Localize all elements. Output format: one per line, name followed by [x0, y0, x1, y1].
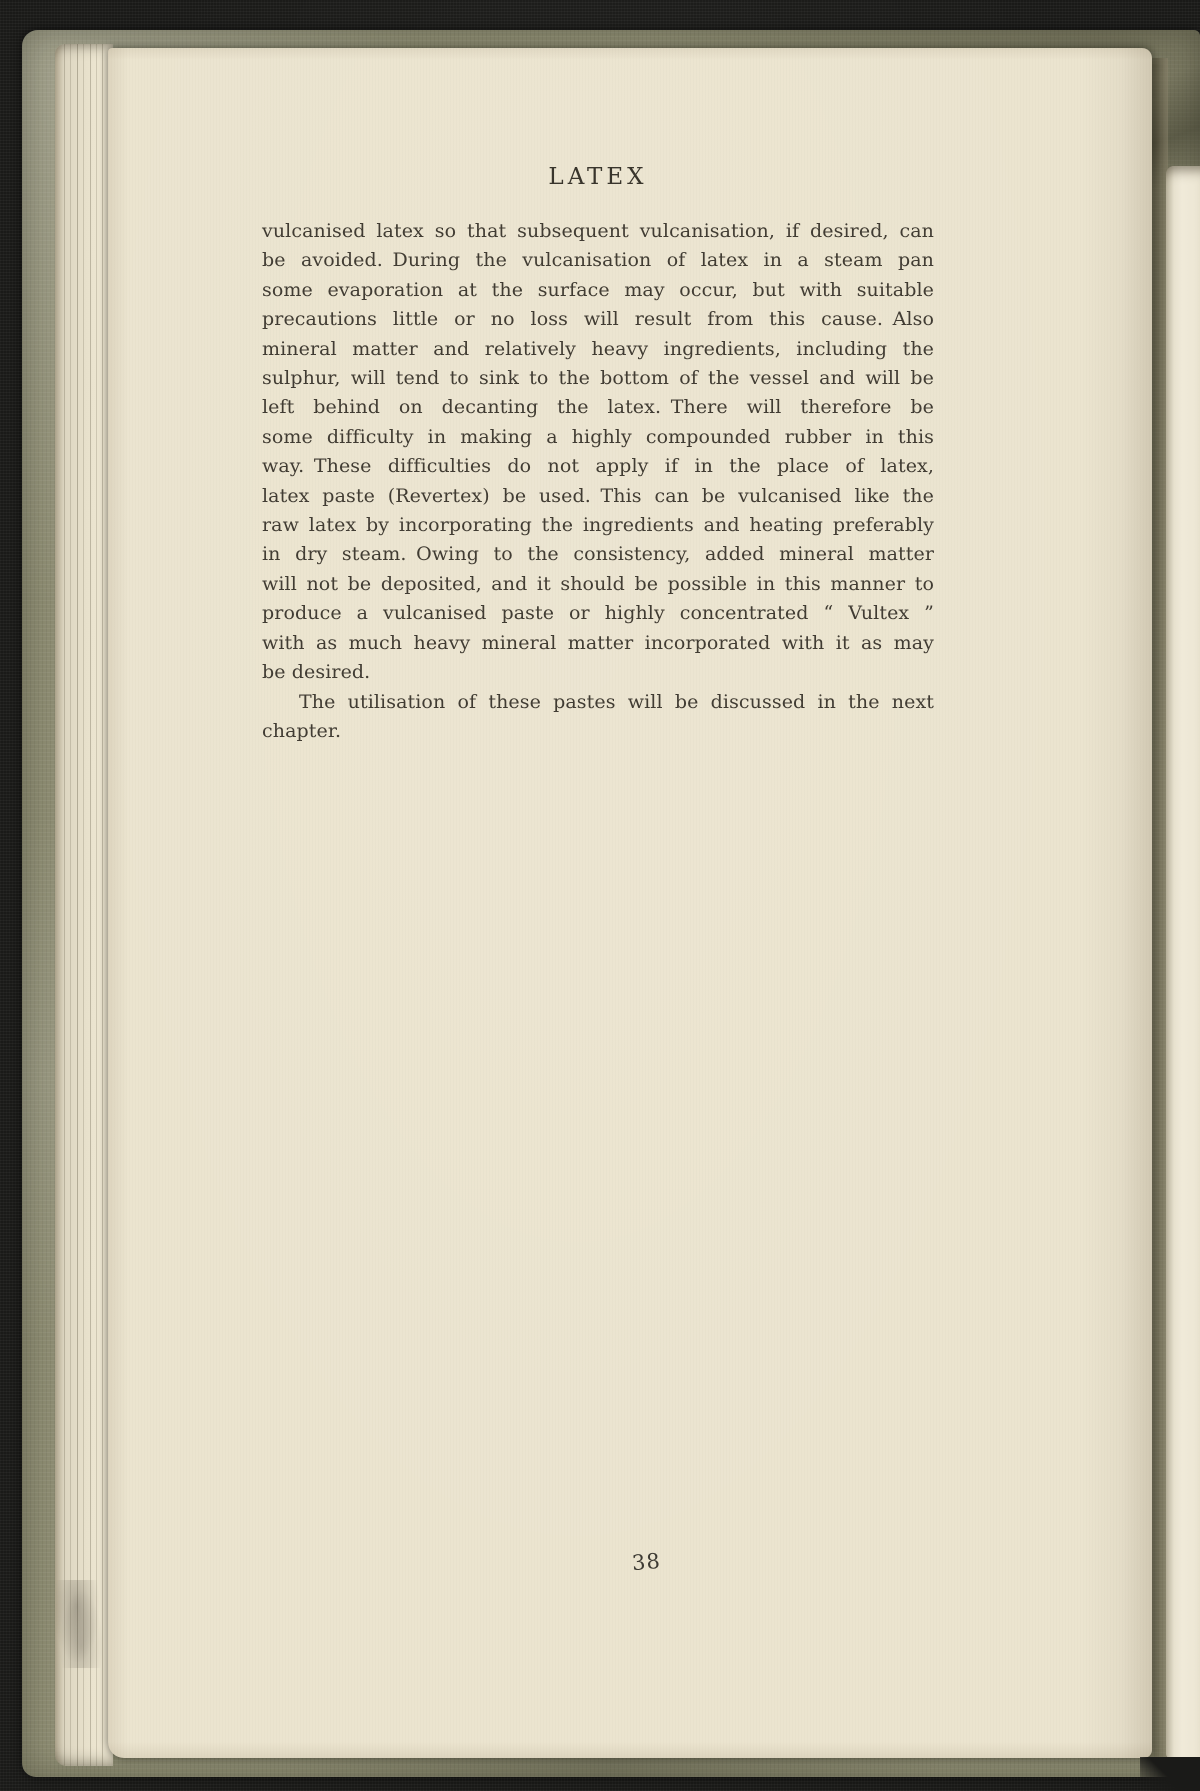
running-head: LATEX	[548, 164, 648, 190]
text-line: left behind on decanting the latex. There will therefore be	[262, 396, 934, 419]
text-line: be desired.	[262, 661, 371, 684]
text-line: in dry steam. Owing to the consistency, added mineral matter	[262, 543, 934, 566]
page-edges-stack	[55, 44, 113, 1766]
page-number: 38	[631, 1548, 662, 1576]
text-line: with as much heavy mineral matter incorporated with it as may	[262, 631, 934, 654]
background-corner	[1140, 1757, 1200, 1791]
body-text	[262, 217, 934, 746]
text-line: latex paste (Revertex) be used. This can be vulcanised like the	[262, 484, 934, 507]
page-edge-smudge	[56, 1580, 102, 1668]
facing-page-edge	[1166, 166, 1200, 1758]
text-line: precautions little or no loss will result from this cause. Also	[262, 308, 934, 331]
paragraph	[262, 217, 934, 688]
text-line: will not be deposited, and it should be possible in this manner to	[262, 572, 934, 595]
text-line: some difficulty in making a highly compounded rubber in this	[262, 425, 934, 448]
text-line: raw latex by incorporating the ingredients and heating preferably	[262, 514, 934, 537]
text-line: vulcanised latex so that subsequent vulcanisation, if desired, can	[262, 220, 934, 242]
text-line: be avoided. During the vulcanisation of latex in a steam pan	[262, 249, 934, 272]
text-line: sulphur, will tend to sink to the bottom of the vessel and will be	[262, 367, 934, 390]
text-line: The utilisation of these pastes will be discussed in the next	[299, 690, 934, 713]
text-line: chapter.	[262, 719, 342, 742]
page-content	[262, 164, 934, 746]
text-line: produce a vulcanised paste or highly concentrated “ Vultex ”	[262, 602, 934, 625]
text-line: mineral matter and relatively heavy ingredients, including the	[262, 337, 934, 360]
paragraph	[262, 688, 934, 747]
book-page	[108, 48, 1152, 1758]
text-line: way. These difficulties do not apply if in the place of latex,	[262, 455, 934, 478]
text-line: some evaporation at the surface may occur, but with suitable	[262, 278, 934, 301]
